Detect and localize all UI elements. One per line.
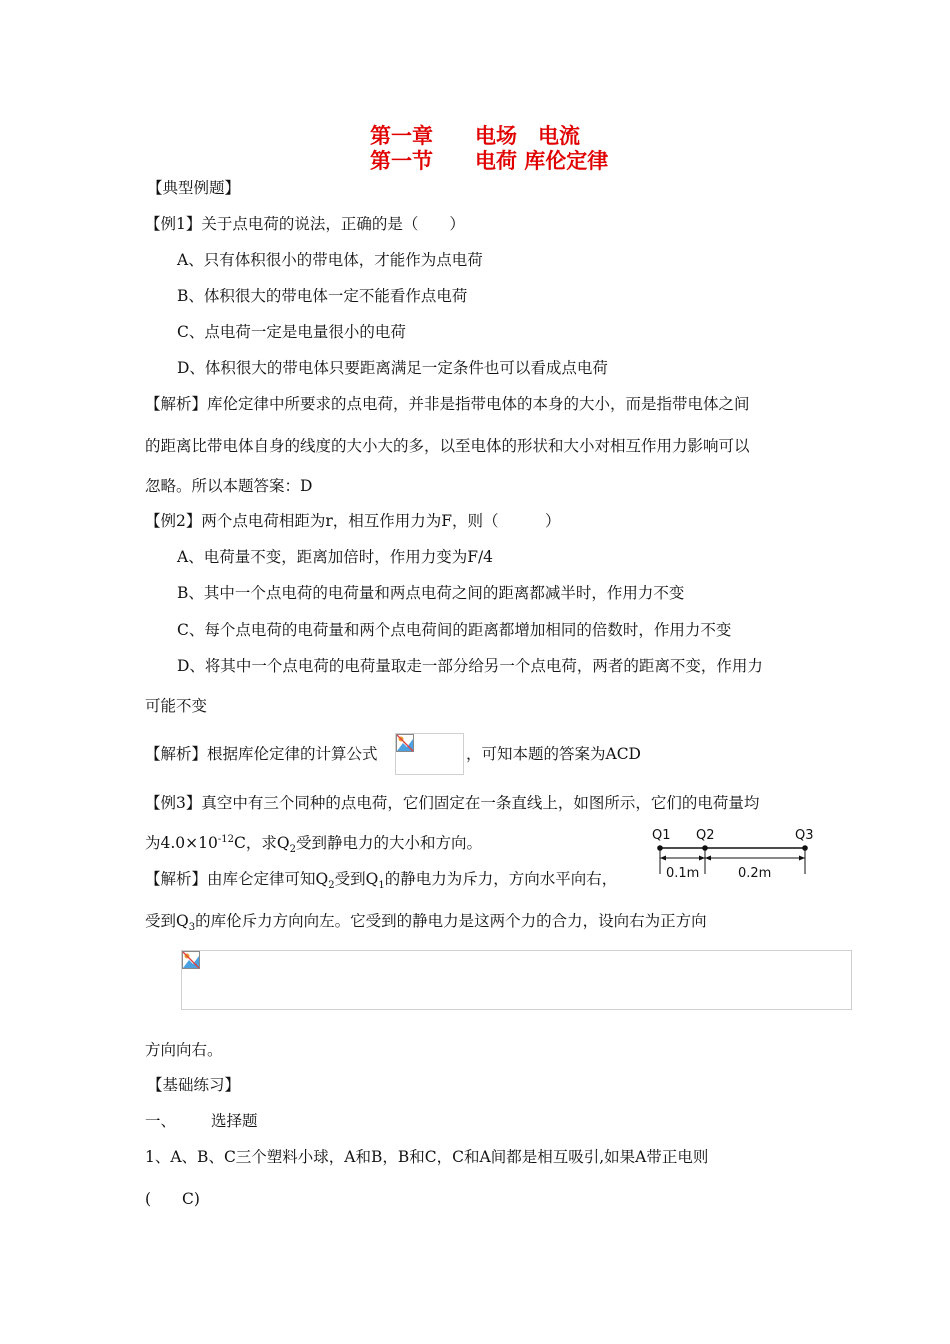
- example1-analysis-line2: 的距离比带电体自身的线度的大小大的多，以至电体的形状和大小对相互作用力影响可以: [145, 437, 750, 455]
- typical-examples-heading: 【典型例题】: [147, 179, 241, 197]
- section-title: 第一节 电荷 库伦定律: [370, 149, 609, 173]
- diagram-label-q2: Q2: [696, 828, 715, 843]
- example3-analysis-part-a: 由库仑定律可知Q: [207, 870, 329, 888]
- example3-q2-subscript: 2: [289, 844, 296, 856]
- diagram-arrow-23-left: [705, 856, 711, 861]
- example2-analysis-before: 根据库伦定律的计算公式: [207, 745, 378, 763]
- example1-analysis-line1: [145, 394, 750, 414]
- diagram-label-q3: Q3: [795, 828, 814, 843]
- example1-analysis-tag: 【解析】: [145, 395, 208, 413]
- example3-analysis-subscript1: 2: [328, 880, 335, 892]
- example2-option-d-continued: 可能不变: [145, 697, 208, 715]
- charge-line-diagram: [640, 826, 820, 886]
- example3-question-line2: [145, 833, 482, 856]
- diagram-distance-12: 0.1m: [666, 866, 700, 881]
- example2-question: 两个点电荷相距为r，相互作用力为F，则（ ）: [201, 512, 561, 530]
- example1-analysis-text1: 库伦定律中所要求的点电荷，并非是指带电体的本身的大小，而是指带电体之间: [207, 395, 750, 413]
- example3-conclusion: 方向向右。: [145, 1041, 223, 1059]
- basic-practice-heading: 【基础练习】: [147, 1076, 241, 1094]
- example3-analysis-part-c: 的静电力为斥力，方向水平向右，: [384, 870, 618, 888]
- broken-image-icon: [396, 734, 414, 752]
- example1-analysis-line3: 忽略。所以本题答案：D: [145, 477, 313, 495]
- question1-answer: ( C): [145, 1190, 200, 1208]
- broken-image-icon: [182, 951, 200, 969]
- solution-image-placeholder: [181, 950, 852, 1010]
- example1-question-line: [145, 214, 465, 234]
- example3-q2-part-b: C，求Q: [233, 834, 290, 852]
- example3-analysis-tag: 【解析】: [145, 870, 208, 888]
- diagram-distance-23: 0.2m: [738, 866, 772, 881]
- example2-analysis-after: ，可知本题的答案为ACD: [466, 745, 641, 763]
- example1-option-b: B、体积很大的带电体一定不能看作点电荷: [177, 287, 468, 305]
- diagram-arrow-12-left: [660, 856, 666, 861]
- section-one-label: 选择题: [211, 1112, 258, 1130]
- example2-tag: 【例2】: [145, 512, 202, 530]
- example3-analysis-subscript2: 1: [378, 880, 385, 892]
- example2-option-b: B、其中一个点电荷的电荷量和两点电荷之间的距离都减半时，作用力不变: [177, 584, 685, 602]
- example3-analysis-part-b: 受到Q: [334, 870, 379, 888]
- example2-option-c: C、每个点电荷的电荷量和两个点电荷间的距离都增加相同的倍数时，作用力不变: [177, 621, 732, 639]
- example2-option-d: D、将其中一个点电荷的电荷量取走一部分给另一个点电荷，两者的距离不变，作用力: [177, 657, 763, 675]
- section-one-number: 一、: [145, 1112, 177, 1130]
- diagram-arrow-23-right: [799, 856, 805, 861]
- example3-q2-part-c: 受到静电力的大小和方向。: [295, 834, 482, 852]
- example3-analysis-line2: [145, 911, 707, 934]
- example1-question: 关于点电荷的说法，正确的是（ ）: [201, 215, 465, 233]
- example3-analysis2-part-a: 受到Q: [145, 912, 189, 930]
- example1-option-a: A、只有体积很小的带电体，才能作为点电荷: [177, 251, 483, 269]
- formula-image-placeholder: [395, 733, 464, 775]
- example3-tag: 【例3】: [145, 794, 202, 812]
- chapter-title: 第一章 电场 电流: [370, 124, 580, 148]
- diagram-arrow-12-right: [699, 856, 705, 861]
- diagram-label-q1: Q1: [652, 828, 671, 843]
- example3-question-line1: [145, 793, 759, 813]
- example2-question-line: [145, 511, 561, 531]
- example3-analysis2-subscript: 3: [188, 922, 196, 934]
- example3-q2-exponent: -12: [217, 833, 234, 845]
- example3-question-text1: 真空中有三个同种的点电荷，它们固定在一条直线上，如图所示，它们的电荷量均: [201, 794, 760, 812]
- example1-option-c: C、点电荷一定是电量很小的电荷: [177, 323, 406, 341]
- example2-analysis-tag: 【解析】: [145, 745, 208, 763]
- example2-option-a: A、电荷量不变，距离加倍时，作用力变为F/4: [177, 548, 494, 566]
- example3-analysis2-part-b: 的库伦斥力方向向左。它受到的静电力是这两个力的合力，设向右为正方向: [195, 912, 707, 930]
- example3-analysis-line1: [145, 869, 618, 892]
- question1-text: 1、A、B、C三个塑料小球，A和B，B和C，C和A间都是相互吸引,如果A带正电则: [145, 1148, 709, 1166]
- example2-analysis-line: [145, 744, 378, 764]
- example1-option-d: D、体积很大的带电体只要距离满足一定条件也可以看成点电荷: [177, 359, 608, 377]
- example3-q2-part-a: 为4.0×10: [145, 834, 218, 852]
- example1-tag: 【例1】: [145, 215, 202, 233]
